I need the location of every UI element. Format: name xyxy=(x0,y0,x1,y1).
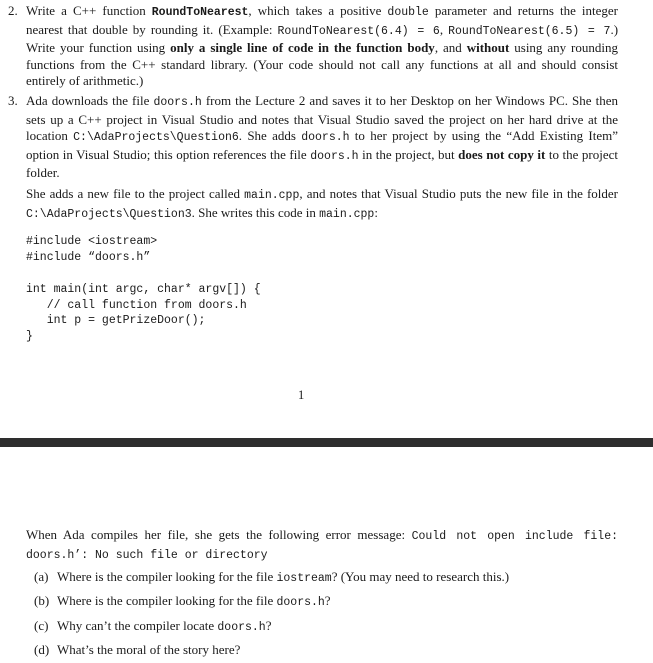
example-2: RoundToNearest(6.5) = 7 xyxy=(448,24,611,38)
question-a: (a) Where is the compiler looking for the file iostream? (You may need to research this.) xyxy=(34,566,509,590)
main-cpp-paragraph: She adds a new file to the project called main.cpp, and notes that Visual Studio puts the new file in the folder C:\AdaProjects\Question3. She writes this code in main.cpp: xyxy=(26,186,619,221)
project-path: C:\AdaProjects\Question6 xyxy=(73,131,239,144)
example-1: RoundToNearest(6.4) = 6 xyxy=(277,24,440,38)
problem-number: 2. xyxy=(8,3,18,18)
type-keyword: double xyxy=(387,6,429,19)
file-name: doors.h xyxy=(310,149,359,163)
code-line: } xyxy=(26,329,33,343)
code-line: int main(int argc, char* argv[]) { xyxy=(26,283,261,296)
question-label: (d) xyxy=(34,641,50,657)
code-main-function xyxy=(26,282,261,344)
constraint-single-line: only a single line of code in the function body xyxy=(170,40,435,55)
document-page-2 xyxy=(0,447,653,657)
inline-code: iostream xyxy=(276,572,332,585)
problem-3-text: Ada downloads the file doors.h from the Lecture 2 and saves it to her Desktop on her Windows PC. She then sets up a C++ project in Visual Studio and notes that Visual Studio saved the project on her hard drive at the location C:\AdaProjects\Question6. She adds doors.h to her project by using the “Add Existing Item” option in Visual Studio; this option references the file doors.h in the project, but does not copy it to the project folder. xyxy=(26,93,618,180)
page-divider xyxy=(0,438,653,447)
file-name: doors.h xyxy=(301,131,350,144)
folder-path: C:\AdaProjects\Question3 xyxy=(26,207,192,221)
question-list xyxy=(34,566,509,663)
problem-number: 3. xyxy=(8,93,18,108)
problem-2-text: Write a C++ function RoundToNearest, which takes a positive double parameter and returns the integer nearest that double by rounding it. (Example: RoundToNearest(6.4) = 6, RoundToNearest(6.5) = 7.) Write your function using only a single line of code in the function body, and without using any rounding functions from the C++ standard library. (Your code should not call any functions at all and should consist entirely of arithmetic.) xyxy=(26,3,619,88)
code-line: #include <iostream> xyxy=(26,235,158,248)
code-includes xyxy=(26,234,157,265)
file-name: main.cpp xyxy=(244,189,300,202)
code-line: int p = getPrizeDoor(); xyxy=(26,314,206,327)
function-name: RoundToNearest xyxy=(151,6,249,19)
file-name: main.cpp xyxy=(319,207,375,221)
constraint-without: without xyxy=(466,40,510,55)
question-label: (b) xyxy=(34,593,50,609)
question-label: (a) xyxy=(34,569,49,584)
error-paragraph: When Ada compiles her file, she gets the following error message: Could not open include file: doors.h’: No such file or directory xyxy=(26,527,619,562)
code-line: #include “doors.h” xyxy=(26,250,151,264)
question-d: (d) What’s the moral of the story here? xyxy=(34,639,509,663)
inline-code: doors.h xyxy=(276,596,325,610)
problem-2 xyxy=(8,3,618,90)
file-name: doors.h xyxy=(153,96,202,109)
question-c: (c) Why can’t the compiler locate doors.h? xyxy=(34,615,509,639)
page-number: 1 xyxy=(298,388,305,402)
error-message: Could not open include file: doors.h’: No such file or directory xyxy=(26,530,619,562)
problem-3 xyxy=(8,93,618,182)
question-label: (c) xyxy=(34,617,49,633)
code-line: // call function from doors.h xyxy=(26,298,247,312)
question-b: (b) Where is the compiler looking for the file doors.h? xyxy=(34,590,509,614)
emphasis-not-copied: does not copy it xyxy=(458,146,546,162)
inline-code: doors.h xyxy=(217,620,266,634)
